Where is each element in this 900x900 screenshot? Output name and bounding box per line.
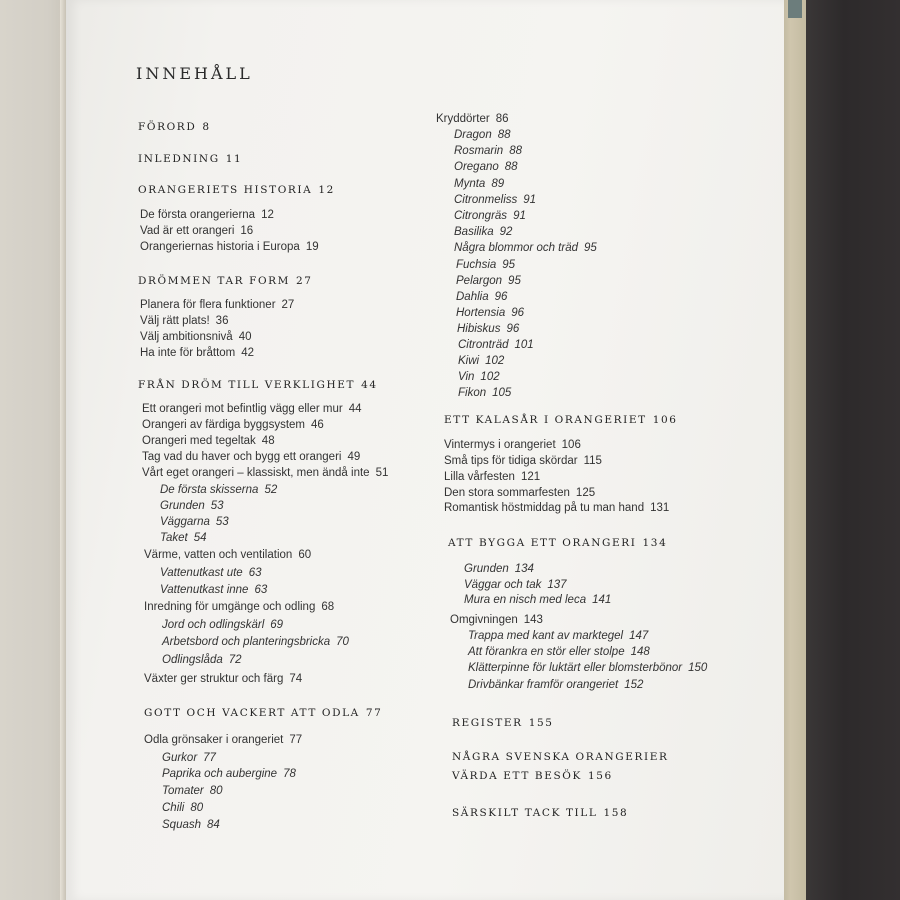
section-page: 12 bbox=[318, 184, 335, 196]
toc-entry: Vintermys i orangeriet 106 bbox=[444, 439, 581, 451]
toc-subentry: Fikon 105 bbox=[458, 387, 512, 399]
toc-subentry: Trappa med kant av marktegel 147 bbox=[468, 630, 649, 642]
toc-entry: Planera för flera funktioner 27 bbox=[140, 299, 295, 311]
section-label: ORANGERIETS HISTORIA bbox=[138, 184, 313, 196]
dark-background bbox=[806, 0, 900, 900]
toc-subentry: Dragon 88 bbox=[454, 129, 511, 141]
section-label: GOTT OCH VACKERT ATT ODLA bbox=[144, 707, 360, 719]
toc-section-gott bbox=[144, 706, 382, 720]
toc-subentry: Chili 80 bbox=[162, 802, 204, 814]
toc-subentry: Några blommor och träd 95 bbox=[454, 242, 597, 254]
toc-section-inledning bbox=[138, 152, 242, 166]
book-page bbox=[66, 0, 784, 900]
toc-entry: Vad är ett orangeri 16 bbox=[140, 225, 254, 237]
toc-section-tack bbox=[452, 806, 628, 820]
toc-section-register bbox=[452, 716, 554, 730]
toc-entry: Ett orangeri mot befintlig vägg eller mur 44 bbox=[142, 403, 362, 415]
toc-entry: Vårt eget orangeri – klassiskt, men ändå inte 51 bbox=[142, 467, 389, 479]
toc-section-nagra-line1 bbox=[452, 750, 669, 764]
toc-section-forord bbox=[138, 120, 211, 134]
section-page: 8 bbox=[202, 121, 211, 133]
toc-subentry: Paprika och aubergine 78 bbox=[162, 768, 296, 780]
toc-subentry: Klätterpinne för luktärt eller blomsterbönor 150 bbox=[468, 662, 708, 674]
toc-subentry: Citronmeliss 91 bbox=[454, 194, 537, 206]
toc-subentry: Oregano 88 bbox=[454, 161, 518, 173]
toc-entry: Små tips för tidiga skördar 115 bbox=[444, 455, 602, 467]
toc-subentry: Pelargon 95 bbox=[456, 275, 521, 287]
toc-entry: Välj rätt plats! 36 bbox=[140, 315, 229, 327]
toc-entry: Lilla vårfesten 121 bbox=[444, 471, 541, 483]
section-label: FRÅN DRÖM TILL VERKLIGHET bbox=[138, 379, 356, 391]
cover-corner-tab bbox=[788, 0, 802, 18]
toc-subentry: Tomater 80 bbox=[162, 785, 223, 797]
toc-entry: Tag vad du haver och bygg ett orangeri 49 bbox=[142, 451, 361, 463]
section-label: DRÖMMEN TAR FORM bbox=[138, 275, 291, 287]
section-page: 155 bbox=[528, 717, 554, 729]
section-label: SÄRSKILT TACK TILL bbox=[452, 807, 598, 819]
toc-section-fran-drom bbox=[138, 378, 378, 392]
section-label: INLEDNING bbox=[138, 153, 220, 165]
toc-subentry: Basilika 92 bbox=[454, 226, 513, 238]
section-label: ATT BYGGA ETT ORANGERI bbox=[448, 537, 637, 549]
section-page: 134 bbox=[642, 537, 668, 549]
toc-subentry: Dahlia 96 bbox=[456, 291, 508, 303]
toc-section-drommen bbox=[138, 274, 313, 288]
toc-entry: Kryddörter 86 bbox=[436, 113, 509, 125]
toc-entry: Odla grönsaker i orangeriet 77 bbox=[144, 734, 303, 746]
toc-entry: Orangeri av färdiga byggsystem 46 bbox=[142, 419, 324, 431]
section-page: 44 bbox=[361, 379, 378, 391]
toc-subentry: Mynta 89 bbox=[454, 178, 505, 190]
toc-section-bygga bbox=[448, 536, 667, 550]
toc-entry: Omgivningen 143 bbox=[450, 614, 543, 626]
section-label: ETT KALASÅR I ORANGERIET bbox=[444, 414, 647, 426]
toc-section-historia bbox=[138, 183, 335, 197]
toc-subentry: Taket 54 bbox=[160, 532, 207, 544]
toc-subentry: Grunden 53 bbox=[160, 500, 224, 512]
toc-subentry: Vattenutkast ute 63 bbox=[160, 567, 262, 579]
toc-section-nagra-line2 bbox=[452, 769, 613, 783]
toc-subentry: Mura en nisch med leca 141 bbox=[464, 594, 612, 606]
section-label: FÖRORD bbox=[138, 121, 197, 133]
toc-subentry: Gurkor 77 bbox=[162, 752, 216, 764]
toc-subentry: Drivbänkar framför orangeriet 152 bbox=[468, 679, 644, 691]
section-label: NÅGRA SVENSKA ORANGERIER bbox=[452, 751, 669, 763]
section-page: 156 bbox=[587, 770, 613, 782]
toc-entry: De första orangerierna 12 bbox=[140, 209, 274, 221]
toc-subentry: Att förankra en stör eller stolpe 148 bbox=[468, 646, 650, 658]
toc-entry: Orangeriernas historia i Europa 19 bbox=[140, 241, 319, 253]
toc-subentry: Vin 102 bbox=[458, 371, 500, 383]
toc-subentry: Vattenutkast inne 63 bbox=[160, 584, 268, 596]
toc-subentry: Kiwi 102 bbox=[458, 355, 505, 367]
toc-entry: Ha inte för bråttom 42 bbox=[140, 347, 255, 359]
toc-entry: Värme, vatten och ventilation 60 bbox=[144, 549, 312, 561]
toc-subentry: Rosmarin 88 bbox=[454, 145, 523, 157]
toc-entry: Växter ger struktur och färg 74 bbox=[144, 673, 303, 685]
page-title: INNEHÅLL bbox=[136, 64, 253, 83]
toc-subentry: Fuchsia 95 bbox=[456, 259, 516, 271]
section-page: 77 bbox=[365, 707, 383, 719]
section-label: VÄRDA ETT BESÖK bbox=[452, 770, 582, 782]
toc-subentry: Arbetsbord och planteringsbricka 70 bbox=[162, 636, 349, 648]
toc-entry: Romantisk höstmiddag på tu man hand 131 bbox=[444, 502, 670, 514]
toc-subentry: De första skisserna 52 bbox=[160, 484, 278, 496]
section-page: 27 bbox=[296, 275, 313, 287]
toc-subentry: Hortensia 96 bbox=[456, 307, 525, 319]
toc-entry: Orangeri med tegeltak 48 bbox=[142, 435, 275, 447]
toc-entry: Den stora sommarfesten 125 bbox=[444, 487, 596, 499]
section-page: 11 bbox=[225, 153, 243, 165]
toc-subentry: Grunden 134 bbox=[464, 563, 534, 575]
section-page: 106 bbox=[652, 414, 678, 426]
section-label: REGISTER bbox=[452, 717, 523, 729]
toc-section-kalas bbox=[444, 413, 678, 427]
section-page: 158 bbox=[603, 807, 629, 819]
toc-subentry: Squash 84 bbox=[162, 819, 220, 831]
toc-subentry: Jord och odlingskärl 69 bbox=[162, 619, 284, 631]
toc-subentry: Odlingslåda 72 bbox=[162, 654, 242, 666]
toc-subentry: Citrongräs 91 bbox=[454, 210, 526, 222]
toc-entry: Inredning för umgänge och odling 68 bbox=[144, 601, 335, 613]
toc-subentry: Hibiskus 96 bbox=[457, 323, 520, 335]
toc-entry: Välj ambitionsnivå 40 bbox=[140, 331, 252, 343]
toc-subentry: Citronträd 101 bbox=[458, 339, 534, 351]
toc-subentry: Väggarna 53 bbox=[160, 516, 229, 528]
toc-subentry: Väggar och tak 137 bbox=[464, 579, 567, 591]
